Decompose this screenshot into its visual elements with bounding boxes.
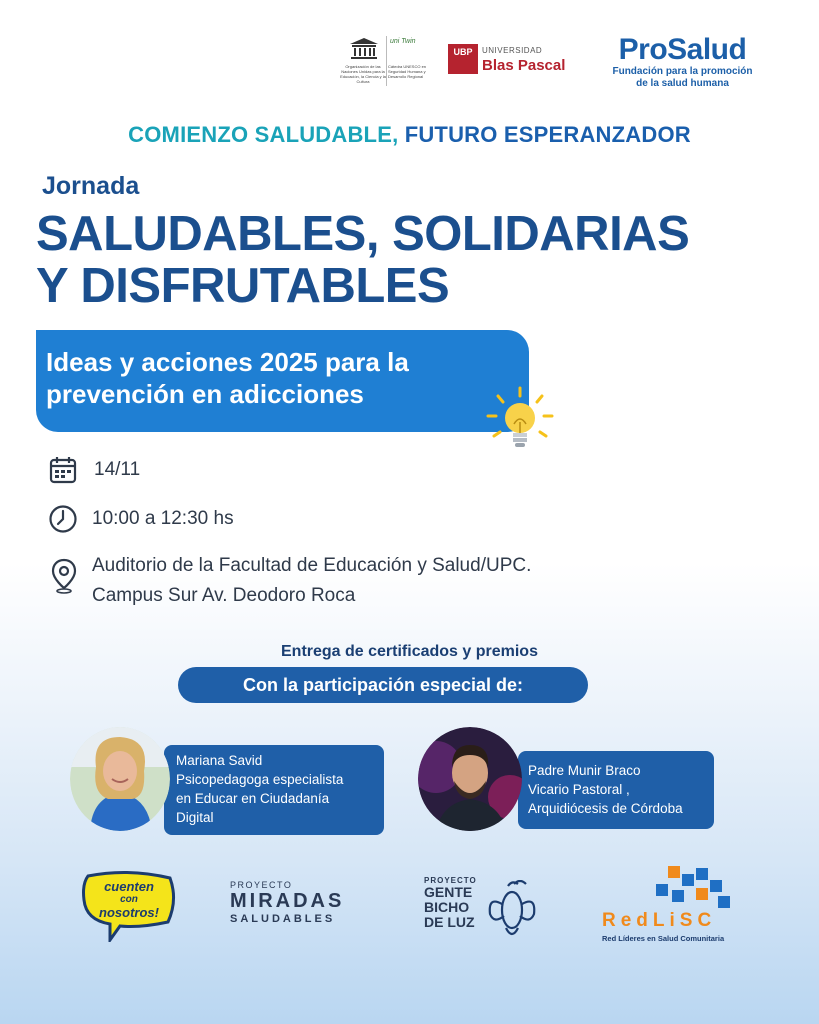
location-line2: Campus Sur Av. Deodoro Roca (92, 585, 356, 606)
title-line1: SALUDABLES, SOLIDARIAS (36, 207, 690, 261)
speaker1-role1: Psicopedagoga especialista (176, 772, 344, 787)
gente-l2: BICHO (424, 899, 470, 915)
unitwin-label: uni Twin (390, 38, 416, 45)
redlisc-squares-icon (600, 866, 740, 912)
speaker1-name: Mariana Savid (176, 753, 263, 768)
miradas-saludables-logo (230, 880, 370, 946)
miradas-sub: SALUDABLES (230, 913, 336, 925)
prosalud-name: ProSalud (618, 33, 747, 66)
prosalud-logo (600, 34, 765, 92)
page-title (36, 208, 796, 312)
cuenten-line2: con (120, 894, 138, 905)
unesco-logo (340, 36, 432, 88)
jornada-label: Jornada (42, 172, 140, 200)
tagline (0, 122, 819, 148)
ubp-line1: UNIVERSIDAD (482, 46, 543, 55)
speaker1-role3: Digital (176, 810, 214, 825)
ubp-badge: UBP (448, 44, 478, 74)
firefly-icon (484, 880, 540, 942)
cuenten-line1: cuenten (104, 879, 154, 894)
event-location (92, 551, 531, 611)
redlisc-name: RedLiSC (602, 910, 717, 931)
clock-icon (48, 504, 78, 534)
title-line2: Y DISFRUTABLES (36, 259, 450, 313)
tagline-part1: COMIENZO SALUDABLE, (128, 122, 399, 147)
subtitle-banner (36, 330, 529, 432)
unesco-chair-text: Cátedra UNESCO en Seguridad Humana y Desarrollo Regional (388, 64, 427, 79)
calendar-icon (49, 456, 77, 484)
speaker1-photo (70, 727, 170, 831)
unesco-temple-icon (350, 38, 378, 60)
banner-line1: Ideas y acciones 2025 para la (46, 347, 409, 377)
gente-bicho-de-luz-logo (424, 876, 544, 946)
location-pin-icon (51, 558, 77, 594)
tagline-part2: FUTURO ESPERANZADOR (398, 122, 691, 147)
banner-text (46, 346, 526, 410)
speaker2-role2: Arquidiócesis de Córdoba (528, 801, 683, 816)
speaker1-role2: en Educar en Ciudadanía (176, 791, 330, 806)
miradas-name: MIRADAS (230, 890, 345, 912)
event-date: 14/11 (94, 459, 141, 480)
certificates-text: Entrega de certificados y premios (281, 643, 538, 660)
gente-pre: PROYECTO (424, 876, 477, 885)
logo-divider (386, 36, 387, 86)
prosalud-sub1: Fundación para la promoción (612, 66, 753, 77)
ubp-logo (448, 44, 573, 74)
prosalud-sub2: de la salud humana (636, 78, 729, 89)
gente-l3: DE LUZ (424, 914, 475, 930)
speaker-card-2 (518, 751, 714, 829)
redlisc-logo (600, 866, 740, 948)
miradas-pre: PROYECTO (230, 880, 293, 890)
speaker-card-1 (164, 745, 384, 835)
location-line1: Auditorio de la Facultad de Educación y Salud/UPC. (92, 555, 532, 576)
ubp-line2: Blas Pascal (482, 57, 566, 74)
redlisc-sub: Red Líderes en Salud Comunitaria (602, 934, 725, 943)
speaker2-name: Padre Munir Braco (528, 763, 641, 778)
banner-line2: prevención en adicciones (46, 379, 364, 409)
gente-l1: GENTE (424, 884, 473, 900)
cuenten-con-nosotros-logo (80, 870, 176, 942)
speaker2-role1: Vicario Pastoral , (528, 782, 630, 797)
lightbulb-icon (482, 384, 558, 456)
special-participation-pill: Con la participación especial de: (178, 667, 588, 703)
speaker2-photo (418, 727, 522, 831)
unesco-text: Organización de las Naciones Unidas para la Educación, la Ciencia y la Cultura (340, 64, 386, 84)
event-time: 10:00 a 12:30 hs (92, 508, 234, 529)
cuenten-line3: nosotros! (99, 905, 159, 920)
